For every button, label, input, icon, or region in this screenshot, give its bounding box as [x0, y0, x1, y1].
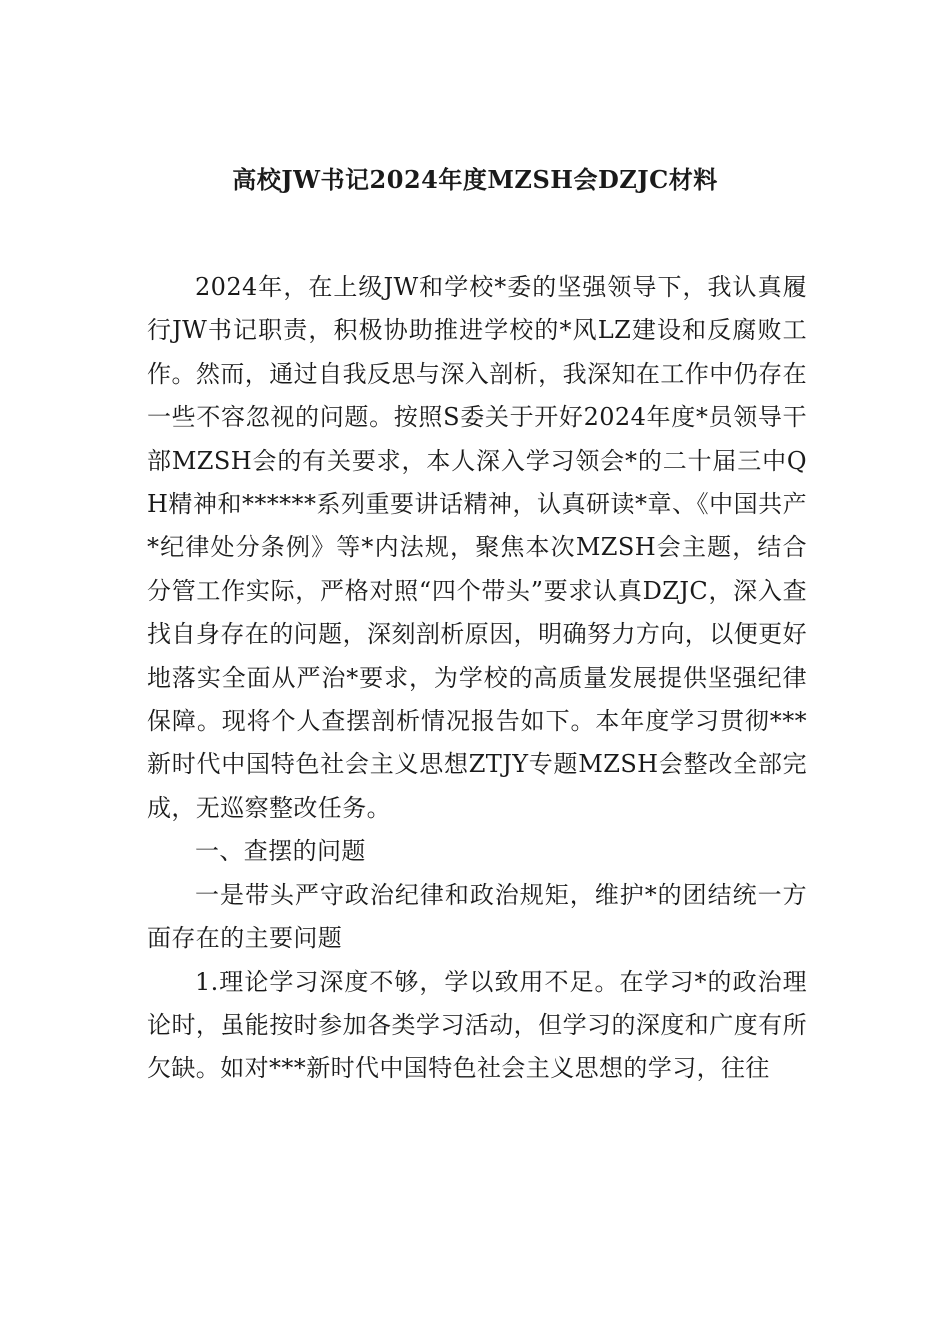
subsection-heading-political-discipline: 一是带头严守政治纪律和政治规矩，维护*的团结统一方面存在的主要问题	[147, 880, 807, 953]
paragraph-item-1: 1.理论学习深度不够，学以致用不足。在学习*的政治理论时，虽能按时参加各类学习活动，但学习的深度和广度有所欠缺。如对***新时代中国特色社会主义思想的学习，往往	[147, 967, 807, 1083]
document-body	[147, 266, 807, 1091]
paragraph-intro: 2024年，在上级JW和学校*委的坚强领导下，我认真履行JW书记职责，积极协助推进学校的*风LZ建设和反腐败工作。然而，通过自我反思与深入剖析，我深知在工作中仍存在一些不容忽视的问题。按照S委关于开好2024年度*员领导干部MZSH会的有关要求，本人深入学习领会*的二十届三中QH精神和******系列重要讲话精神，认真研读*章、《中国共产*纪律处分条例》等*内法规，聚焦本次MZSH会主题，结合分管工作实际，严格对照“四个带头”要求认真DZJC，深入查找自身存在的问题，深刻剖析原因，明确努力方向，以便更好地落实全面从严治*要求，为学校的高质量发展提供坚强纪律保障。现将个人查摆剖析情况报告如下。本年度学习贯彻***新时代中国特色社会主义思想ZTJY专题MZSH会整改全部完成，无巡察整改任务。	[147, 273, 807, 822]
section-heading-problems: 一、查摆的问题	[195, 837, 366, 866]
document-title: 高校JW书记2024年度MZSH会DZJC材料	[232, 165, 718, 194]
